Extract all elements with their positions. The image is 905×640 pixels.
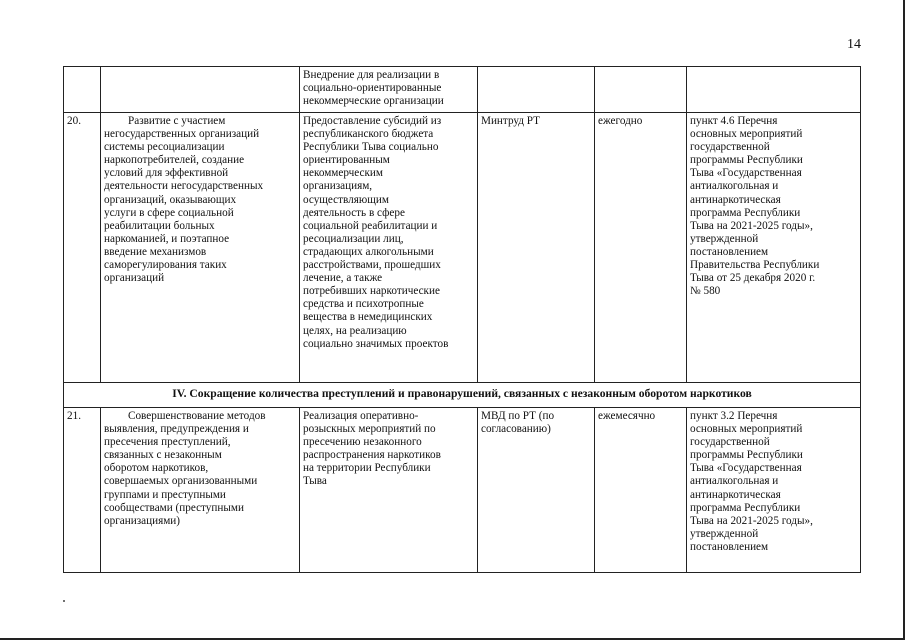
document-table-area	[63, 66, 861, 573]
cell-executor: Минтруд РТ	[478, 113, 595, 383]
cell-num: 20.	[64, 113, 101, 383]
cell-num	[64, 67, 101, 113]
cell-event: Совершенствование методов выявления, предупреждения и пресечения преступлений, связанных с незаконным оборотом наркотиков, совершаемых организованными группами и преступными сообществами (преступными организациями)	[101, 408, 300, 573]
cell-measure: Предоставление субсидий из республиканского бюджета Республики Тыва социально ориентированным некоммерческим организациям, осуществляющим деятельность в сфере социальной реабилитации и ресоциализации лиц, страдающих алкогольными расстройствами, прошедших лечение, а также потребивших наркотические средства и психотропные вещества в немедицинских целях, на реализацию социально значимых проектов	[300, 113, 478, 383]
cell-period: ежегодно	[595, 113, 687, 383]
cell-basis	[687, 67, 861, 113]
table-row-continuation	[64, 67, 861, 113]
cell-basis: пункт 4.6 Перечня основных мероприятий государственной программы Республики Тыва «Государственная антиалкогольная и антинаркотическая программа Республики Тыва на 2021-2025 годы», утвержденной постановлением Правительства Республики Тыва от 25 декабря 2020 г. № 580	[687, 113, 861, 383]
page-number: 14	[847, 37, 861, 52]
measures-table	[63, 66, 861, 573]
table-row-21	[64, 408, 861, 573]
cell-measure: Реализация оперативно- розыскных мероприятий по пресечению незаконного распространения наркотиков на территории Республики Тыва	[300, 408, 478, 573]
section-title: IV. Сокращение количества преступлений и правонарушений, связанных с незаконным оборотом наркотиков	[64, 383, 861, 408]
cell-period: ежемесячно	[595, 408, 687, 573]
cell-executor: МВД по РТ (по согласованию)	[478, 408, 595, 573]
cell-period	[595, 67, 687, 113]
table-row-20	[64, 113, 861, 383]
cell-num: 21.	[64, 408, 101, 573]
cell-event	[101, 67, 300, 113]
cell-basis: пункт 3.2 Перечня основных мероприятий государственной программы Республики Тыва «Государственная антиалкогольная и антинаркотическая программа Республики Тыва на 2021-2025 годы», утвержденной постановлением	[687, 408, 861, 573]
scan-speck	[63, 600, 65, 602]
cell-measure: Внедрение для реализации в социально-ориентированные некоммерческие организации	[300, 67, 478, 113]
section-heading-row	[64, 383, 861, 408]
cell-event: Развитие с участием негосударственных организаций системы ресоциализации наркопотребителей, создание условий для эффективной деятельности негосударственных организаций, оказывающих услуги в сфере социальной реабилитации больных наркоманией, и поэтапное введение механизмов саморегулирования таких организаций	[101, 113, 300, 383]
cell-executor	[478, 67, 595, 113]
